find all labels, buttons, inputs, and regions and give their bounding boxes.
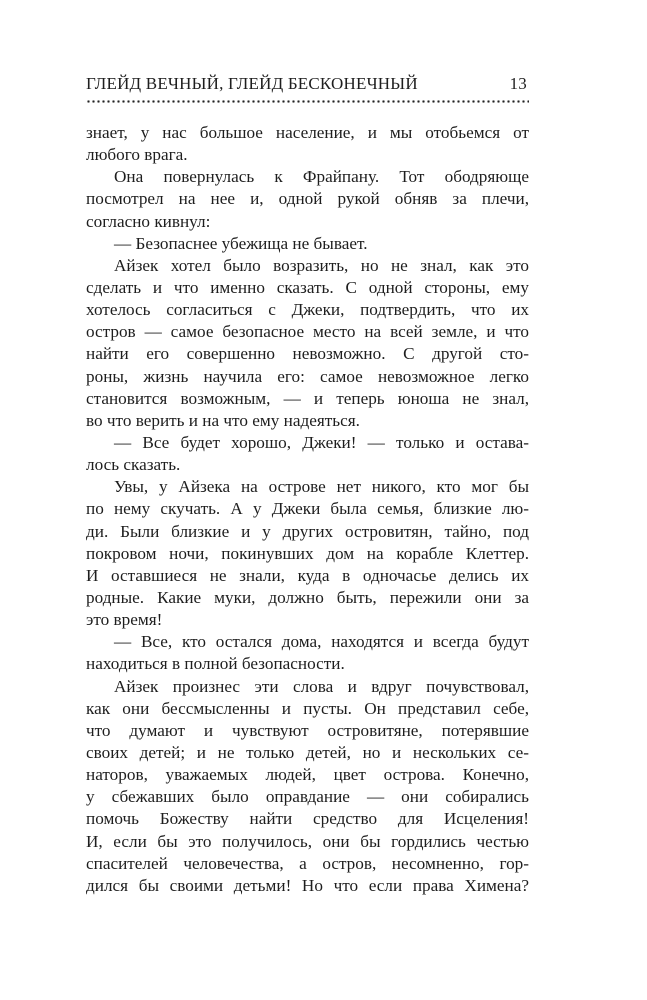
text-line: И, если бы это получилось, они бы гордились честью — [86, 831, 529, 851]
text-line: остров — самое безопасное место на всей земле, и что — [86, 322, 529, 342]
text-line: Айзек хотел было возразить, но не знал, как это — [114, 255, 529, 275]
text-line: наторов, уважаемых людей, цвет острова. Конечно, — [86, 765, 529, 785]
text-line: роны, жизнь научила его: самое невозможное легко — [86, 366, 529, 386]
dotted-rule — [86, 100, 529, 103]
text-line: по нему скучать. А у Джеки была семья, близкие лю- — [86, 499, 529, 519]
text-line: любого врага. — [86, 145, 188, 165]
text-line: Айзек произнес эти слова и вдруг почувствовал, — [114, 676, 529, 696]
text-line: — Безопаснее убежища не бывает. — [114, 233, 368, 253]
text-line: как они бессмысленны и пусты. Он представил себе, — [86, 698, 529, 718]
text-line: посмотрел на нее и, одной рукой обняв за плечи, — [86, 189, 529, 209]
text-line: во что верить и на что ему надеяться. — [86, 410, 360, 430]
text-line: Она повернулась к Фрайпану. Тот ободряюще — [114, 167, 529, 187]
text-line: находиться в полной безопасности. — [86, 654, 345, 674]
text-line: что думают и чувствуют островитяне, потерявшие — [86, 720, 529, 740]
text-line: это время! — [86, 610, 163, 630]
text-line: родные. Какие муки, должно быть, пережили они за — [86, 587, 529, 607]
book-page — [86, 72, 529, 897]
text-line: — Все будет хорошо, Джеки! — только и остава- — [114, 432, 529, 452]
running-title: ГЛЕЙД ВЕЧНЫЙ, ГЛЕЙД БЕСКОНЕЧНЫЙ — [86, 74, 418, 93]
text-line: покровом ночи, покинувших дом на корабле Клеттер. — [86, 543, 529, 563]
text-line: спасителей человечества, а остров, несомненно, гор- — [86, 853, 529, 873]
text-line: становится возможным, — и теперь юноша не знал, — [86, 388, 529, 408]
text-line: знает, у нас большое население, и мы отобьемся от — [86, 123, 529, 142]
text-line: согласно кивнул: — [86, 211, 211, 231]
text-line: И оставшиеся не знали, куда в одночасье делись их — [86, 565, 529, 585]
text-line: ди. Были близкие и у других островитян, тайно, под — [86, 521, 529, 541]
text-line: своих детей; и не только детей, но и нескольких се- — [86, 742, 529, 762]
page-number: 13 — [509, 74, 527, 93]
text-line: дился бы своими детьми! Но что если права Химена? — [86, 875, 529, 895]
text-line: Увы, у Айзека на острове нет никого, кто мог бы — [114, 477, 529, 497]
text-line: — Все, кто остался дома, находятся и всегда будут — [114, 632, 529, 652]
text-line: у сбежавших было оправдание — они собирались — [86, 787, 529, 807]
text-line: хотелось согласиться с Джеки, подтвердить, что их — [86, 300, 529, 320]
text-line: сделать и что именно сказать. С одной стороны, ему — [86, 277, 529, 297]
text-line: лось сказать. — [86, 455, 181, 475]
text-line: помочь Божеству найти средство для Исцеления! — [86, 809, 529, 829]
page-body-text — [86, 122, 529, 897]
running-header — [86, 72, 529, 96]
text-line: найти его совершенно невозможно. С другой сто- — [86, 344, 529, 364]
